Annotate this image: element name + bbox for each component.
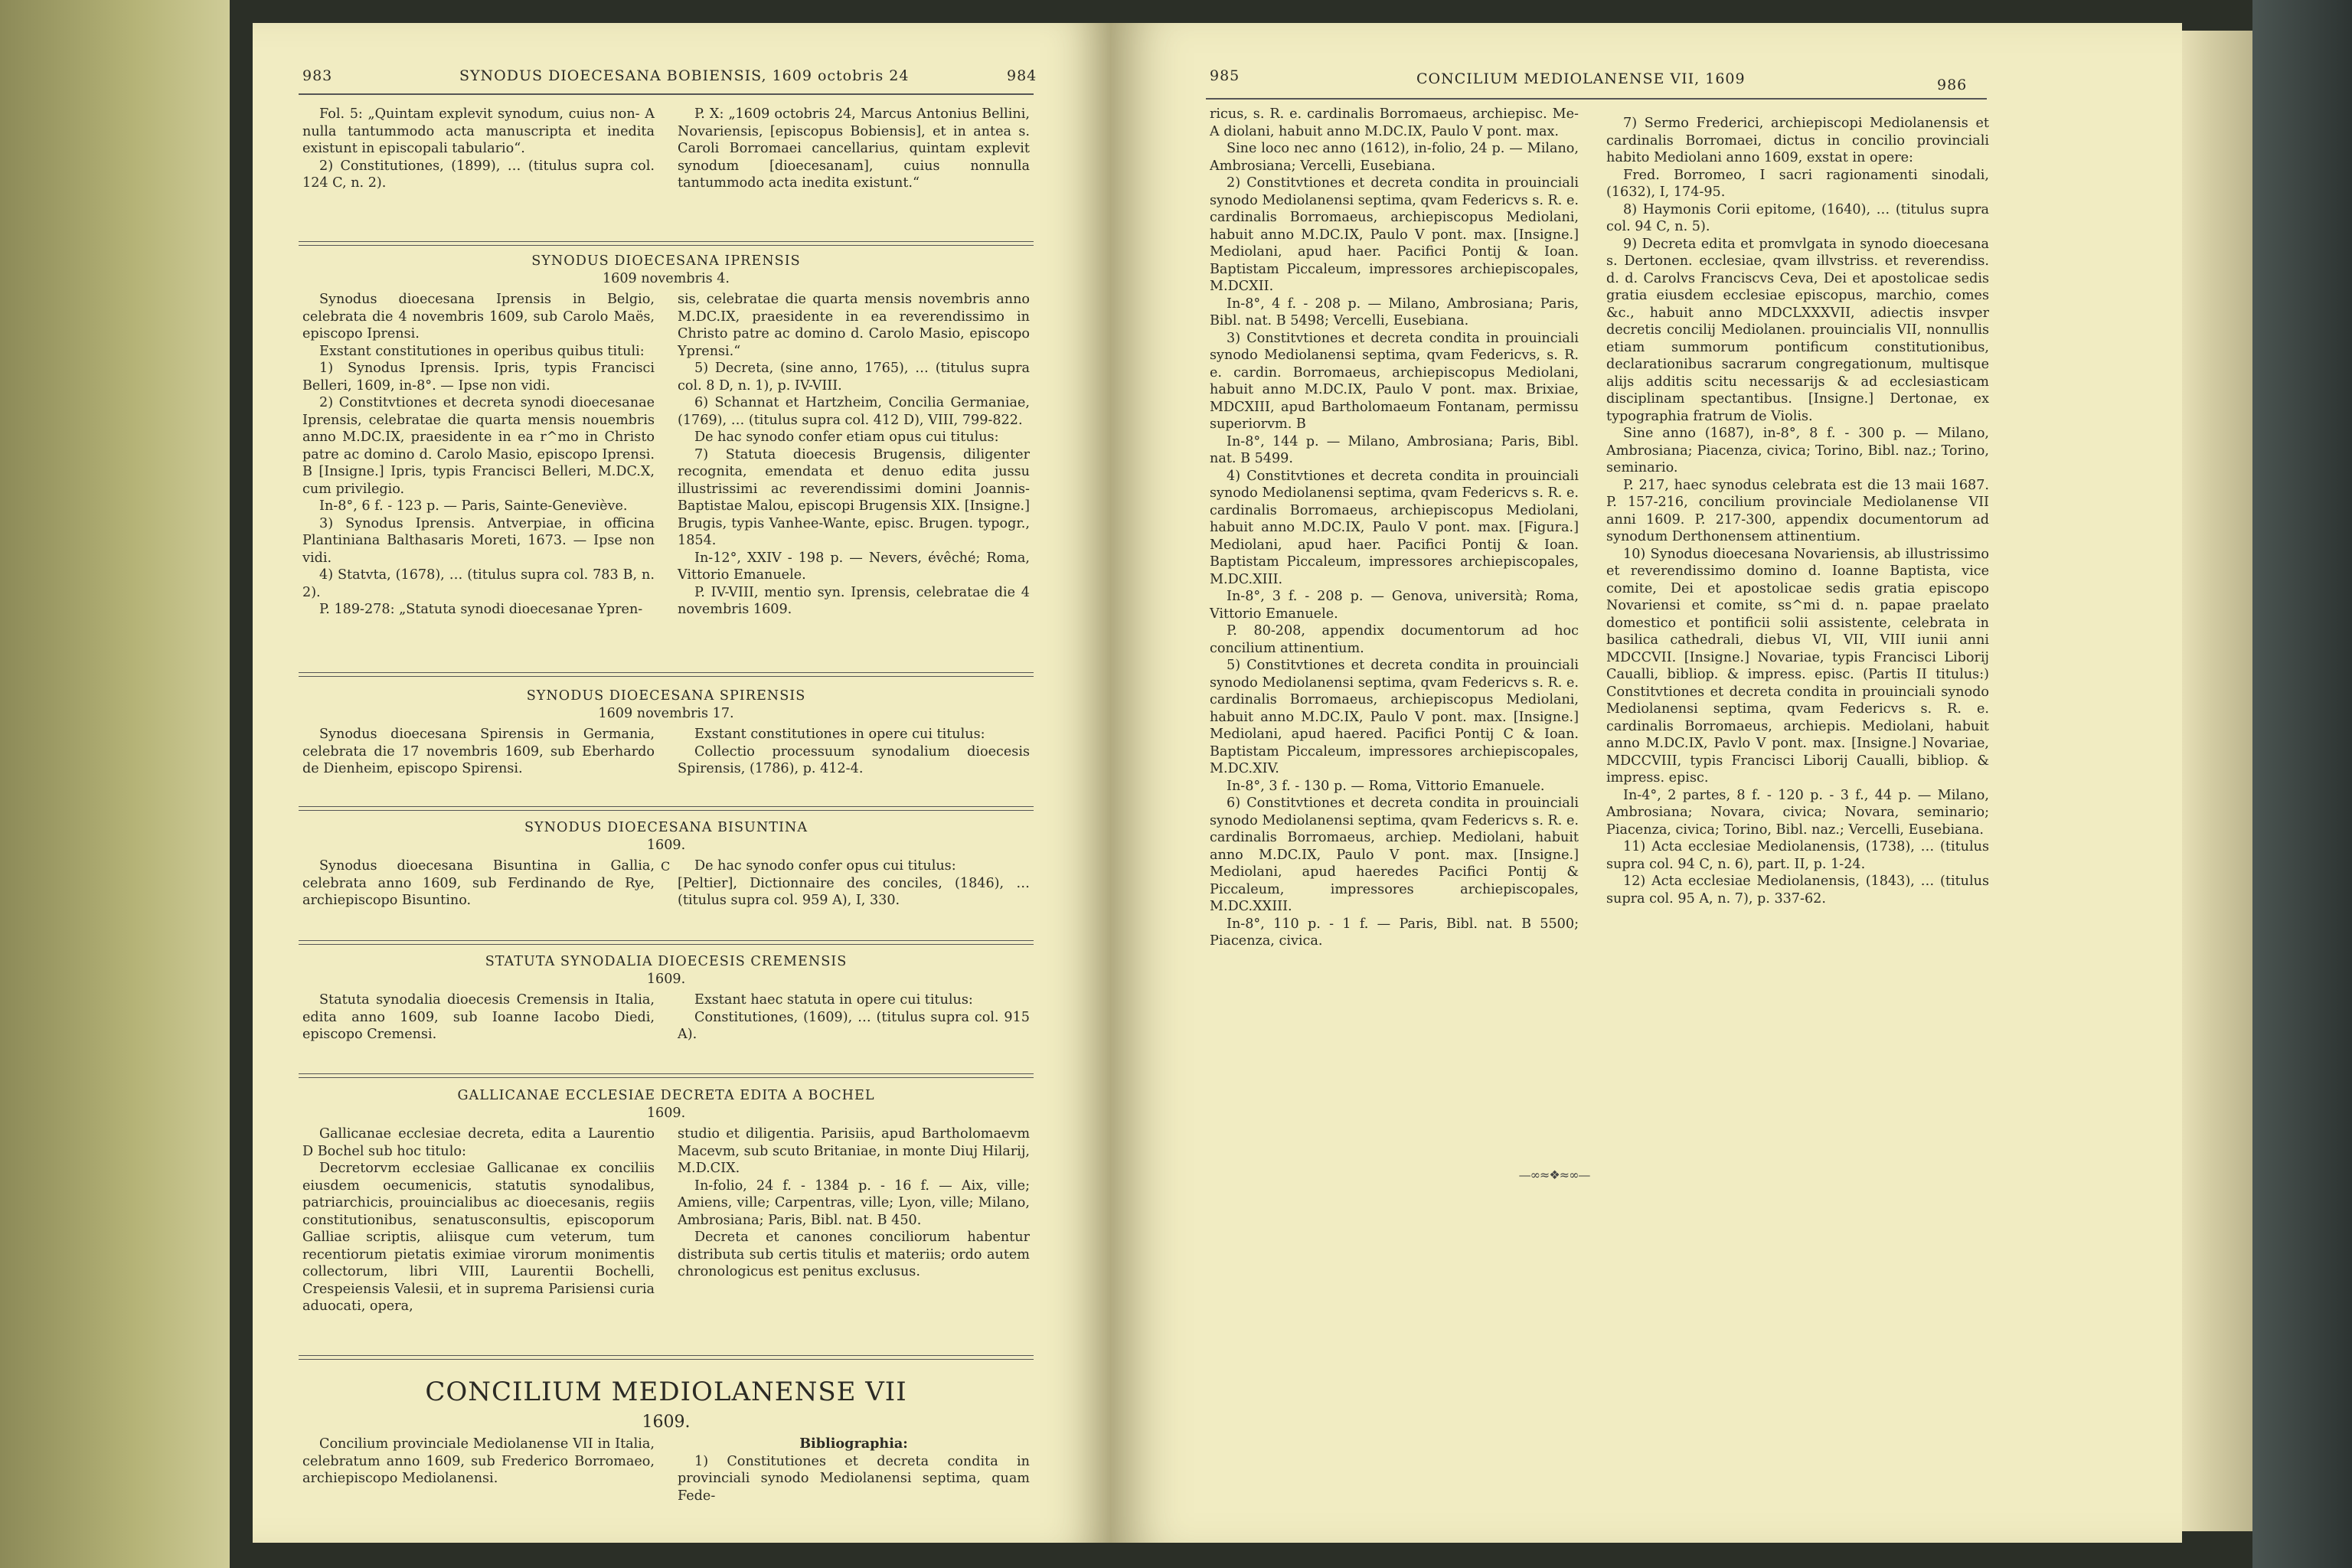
section-title: SYNODUS DIOECESANA IPRENSIS bbox=[531, 253, 801, 269]
paragraph: [Peltier], Dictionnaire des conciles, (1846), … (titulus supra col. 959 A), I, 330. bbox=[678, 875, 1030, 908]
running-header: SYNODUS DIOECESANA BOBIENSIS, 1609 octobris 24 bbox=[459, 67, 910, 84]
paragraph: In-8°, 144 p. — Milano, Ambrosiana; Paris, Bibl. nat. B 5499. bbox=[1210, 433, 1579, 466]
section-date: 1609 novembris 17. bbox=[598, 705, 734, 721]
section-rule bbox=[299, 1073, 1034, 1078]
right-page bbox=[1110, 23, 2182, 1543]
paragraph: 9) Decreta edita et promvlgata in synodo dioecesana s. Dertonen. ecclesiae, qvam illvstriss. et reverendiss. d. d. Carolvs Franciscvs Ceva, Dei et apostolicae sedis gratia eiusdem ecclesiae episcopus, marchio, comes &c., habuit anno MDCLXXXVII, adiectis insvper decretis concilij Mediolanen. prouincialis VII, nonnullis etiam summorum pontificum constitutionibus, declarationibus sacrarum congregationum, multisque alijs additis scitu necessarijs & ad ecclesiasticam disciplinam spectantibus. [Insigne.] Dertonae, ex typographia fratrum de Violis. bbox=[1606, 236, 1989, 424]
paragraph: 1) Synodus Iprensis. Ipris, typis Francisci Belleri, 1609, in-8°. — Ipse non vidi. bbox=[302, 361, 655, 394]
paragraph: P. 80-208, appendix documentorum ad hoc concilium attinentium. bbox=[1210, 623, 1579, 656]
paragraph: P. 189-278: „Statuta synodi dioecesanae Ypren- bbox=[319, 602, 643, 617]
paragraph: 3) Synodus Iprensis. Antverpiae, in officina Plantiniana Balthasaris Moreti, 1673. — Ipse non vidi. bbox=[302, 515, 655, 566]
section-date: 1609 novembris 4. bbox=[602, 270, 730, 286]
section-date: 1609. bbox=[646, 1105, 686, 1121]
paragraph: Collectio processuum synodalium dioecesis Spirensis, (1786), p. 412-4. bbox=[678, 743, 1030, 776]
header-rule bbox=[1206, 98, 1987, 100]
end-ornament: —∞≈❖≈∞— bbox=[1518, 1168, 1590, 1182]
section-heading-bisuntina bbox=[299, 819, 1034, 854]
section-heading-spirensis bbox=[299, 688, 1034, 722]
paragraph: In-8°, 4 f. - 208 p. — Milano, Ambrosiana; Paris, Bibl. nat. B 5498; Vercelli, Eusebiana. bbox=[1210, 296, 1579, 328]
spirensis-column-2 bbox=[678, 726, 1030, 778]
page-number-right: 986 bbox=[1937, 77, 1968, 93]
top-column-1 bbox=[302, 106, 655, 192]
paragraph: 6) Constitvtiones et decreta condita in prouinciali synodo Mediolanensi septima, qvam Federicvs s. R. e. cardinalis Borromaeus, archiep. Mediolani, habuit anno M.DC.IX, Paulo V pont. max. [Insigne.] Mediolani, apud haeredes Pacifici Pontij & Piccaleum, impressores archiepiscopales, M.DC.XXIII. bbox=[1210, 795, 1579, 914]
paragraph: In-4°, 2 partes, 8 f. - 120 p. - 3 f., 44 p. — Milano, Ambrosiana; Novara, civica; Novara, seminario; Piacenza, civica; Torino, Bibl. naz.; Vercelli, Eusebiana. bbox=[1606, 787, 1989, 838]
page-number-left: 985 bbox=[1210, 67, 1240, 84]
chapter-year: 1609. bbox=[642, 1413, 691, 1432]
section-heading-iprensis bbox=[299, 253, 1034, 287]
paragraph: studio et diligentia. Parisiis, apud Bartholomaevm Macevm, sub scuto Britaniae, in monte Diuj Hilarij, M.D.CIX. bbox=[678, 1126, 1030, 1176]
right-column-1 bbox=[1210, 106, 1579, 950]
paragraph: Statuta synodalia dioecesis Cremensis in Italia, edita anno 1609, sub Ioanne Iacobo Diedi, episcopo Cremensi. bbox=[302, 992, 655, 1042]
background-dark bbox=[2252, 0, 2352, 1568]
section-title: STATUTA SYNODALIA DIOECESIS CREMENSIS bbox=[485, 954, 848, 969]
gallicanae-column-2 bbox=[678, 1125, 1030, 1281]
paragraph: 4) Statvta, (1678), … (titulus supra col. 783 B, n. 2). bbox=[302, 567, 655, 600]
paragraph: 8) Haymonis Corii epitome, (1640), … (titulus supra col. 94 C, n. 5). bbox=[1606, 201, 1989, 234]
section-rule bbox=[299, 940, 1034, 945]
paragraph: ricus, s. R. e. cardinalis Borromaeus, archiepisc. Me- A diolani, habuit anno M.DC.IX, Paulo V pont. max. bbox=[1210, 106, 1579, 139]
gallicanae-column-1 bbox=[302, 1125, 655, 1315]
paragraph: In-8°, 3 f. - 130 p. — Roma, Vittorio Emanuele. bbox=[1227, 778, 1545, 794]
section-date: 1609. bbox=[646, 971, 686, 987]
paragraph: Exstant constitutiones in operibus quibus tituli: bbox=[319, 343, 645, 359]
paragraph: 12) Acta ecclesiae Mediolanensis, (1843), … (titulus supra col. 95 A, n. 7), p. 337-62. bbox=[1606, 874, 1989, 906]
paragraph: De hac synodo confer opus cui titulus: bbox=[694, 858, 956, 874]
section-heading-cremensis bbox=[299, 953, 1034, 988]
paragraph: 2) Constitvtiones et decreta synodi dioecesanae Iprensis, celebratae die quarta mensis nouembris anno M.DC.IX, praesidente in ea r^mo in Christo patre ac domino d. Carolo Masio, episcopo Iprensi. B [Insigne.] Ipris, typis Francisci Belleri, M.DC.X, cum privilegio. bbox=[302, 395, 655, 497]
paragraph: Synodus dioecesana Bisuntina in Gallia, celebrata anno 1609, sub Ferdinando de Rye, archiepiscopo Bisuntino. bbox=[302, 858, 655, 908]
paragraph: Synodus dioecesana Iprensis in Belgio, celebrata die 4 novembris 1609, sub Carolo Maës, episcopo Iprensi. bbox=[302, 292, 655, 341]
section-rule bbox=[299, 241, 1034, 246]
section-rule bbox=[299, 1355, 1034, 1360]
paragraph: Concilium provinciale Mediolanense VII in Italia, celebratum anno 1609, sub Frederico Borromaeo, archiepiscopo Mediolanensi. bbox=[302, 1436, 655, 1486]
paragraph: 7) Sermo Frederici, archiepiscopi Mediolanensis et cardinalis Borromaei, dictus in concilio provinciali habito Mediolani anno 1609, exstat in opere: bbox=[1606, 116, 1989, 165]
cremensis-column-1 bbox=[302, 991, 655, 1044]
paragraph: 2) Constitvtiones et decreta condita in prouinciali synodo Mediolanensi septima, qvam Federicvs s. R. e. cardinalis Borromaeus, archiepiscopus Mediolani, habuit anno M.DC.IX, Paulo V pont. max. [Insigne.] Mediolani, apud haer. Pacifici Pontij & Ioan. Baptistam Piccaleum, impressores archiepiscopales, M.DCXII. bbox=[1210, 175, 1579, 294]
paragraph: 11) Acta ecclesiae Mediolanensis, (1738), … (titulus supra col. 94 C, n. 6), part. II, p. 1-24. bbox=[1606, 839, 1989, 872]
concilium-column-1 bbox=[302, 1436, 655, 1488]
paragraph: P. 217, haec synodus celebrata est die 13 maii 1687. P. 157-216, concilium provinciale Mediolanense VII anni 1609. P. 217-300, appendix documentorum ad synodum Derthonensem attinentium. bbox=[1606, 477, 1989, 544]
paragraph: Sine loco nec anno (1612), in-folio, 24 p. — Milano, Ambrosiana; Vercelli, Eusebiana. bbox=[1210, 141, 1579, 174]
right-column-2 bbox=[1606, 115, 1989, 907]
paragraph: Exstant haec statuta in opere cui titulus: bbox=[694, 992, 973, 1008]
paragraph: 7) Statuta dioecesis Brugensis, diligenter recognita, emendata et denuo edita jussu illustrissimi ac reverendissimi domini Joannis-Baptistae Malou, episcopi Brugensis XIX. [Insigne.] Brugis, typis Vanhee-Wante, episc. Brugen. typogr., 1854. bbox=[678, 446, 1030, 548]
header-rule bbox=[299, 93, 1034, 95]
paragraph: Sine anno (1687), in-8°, 8 f. - 300 p. — Milano, Ambrosiana; Piacenza, civica; Torino, Bibl. naz.; Torino, seminario. bbox=[1606, 426, 1989, 475]
bisuntina-column-1 bbox=[302, 858, 655, 910]
paragraph: sis, celebratae die quarta mensis novembris anno M.DC.IX, praesidente in ea reverendissimo in Christo patre ac domino d. Carolo Masio, episcopo Yprensi.“ bbox=[678, 292, 1030, 359]
page-block-edges bbox=[0, 0, 230, 1568]
page-number-left: 983 bbox=[302, 67, 333, 84]
paragraph: P. IV-VIII, mentio syn. Iprensis, celebratae die 4 novembris 1609. bbox=[678, 584, 1030, 617]
paragraph: 2) Constitutiones, (1899), … (titulus supra col. 124 C, n. 2). bbox=[302, 158, 655, 191]
bibliographia-heading: Bibliographia: bbox=[799, 1436, 908, 1452]
section-heading-gallicanae bbox=[299, 1087, 1034, 1122]
spirensis-column-1 bbox=[302, 726, 655, 778]
paragraph: In-8°, 6 f. - 123 p. — Paris, Sainte-Geneviève. bbox=[319, 498, 628, 514]
section-rule bbox=[299, 672, 1034, 677]
paragraph: 5) Constitvtiones et decreta condita in prouinciali synodo Mediolanensi septima, qvam Federicvs s. R. e. cardinalis Borromaeus, archiepiscopus Mediolani, habuit anno M.DC.IX, Paulo V pont. max. [Insigne.] Mediolani, apud haered. Pacifici Pontij C & Ioan. Baptistam Piccaleum, impressores archiepiscopales, M.DC.XIV. bbox=[1210, 658, 1579, 776]
paragraph: 3) Constitvtiones et decreta condita in prouinciali synodo Mediolanensi septima, qvam Federicvs, s. R. e. cardin. Borromaeus, archiepiscopus Mediolani, habuit anno M.DC.IX, Paulo V pont. max. Brixiae, MDCXIII, apud Bartholomaeum Fontanam, permissu superiorvm. B bbox=[1210, 330, 1579, 432]
running-header: CONCILIUM MEDIOLANENSE VII, 1609 bbox=[1416, 70, 1746, 87]
paragraph: Fol. 5: „Quintam explevit synodum, cuius non- A nulla tantummodo acta manuscripta et inedita existunt in episcopali tabulario“. bbox=[302, 106, 655, 156]
margin-letter: C bbox=[661, 859, 671, 874]
paragraph: P. X: „1609 octobris 24, Marcus Antonius Bellini, Novariensis, [episcopus Bobiensis], et in antea s. Caroli Borromaei cancellarius, quintam explevit synodum [dioecesanam], cuius nonnulla tantummodo acta inedita existunt.“ bbox=[678, 106, 1030, 191]
paragraph: In-8°, 110 p. - 1 f. — Paris, Bibl. nat. B 5500; Piacenza, civica. bbox=[1210, 916, 1579, 949]
section-rule bbox=[299, 806, 1034, 811]
paragraph: Exstant constitutiones in opere cui titulus: bbox=[694, 727, 985, 742]
paragraph: De hac synodo confer etiam opus cui titulus: bbox=[694, 430, 999, 445]
page-edge-stack bbox=[2182, 31, 2252, 1531]
paragraph: 5) Decreta, (sine anno, 1765), … (titulus supra col. 8 D, n. 1), p. IV-VIII. bbox=[678, 361, 1030, 394]
left-page bbox=[253, 23, 1110, 1543]
iprensis-column-1 bbox=[302, 291, 655, 619]
concilium-column-2 bbox=[678, 1436, 1030, 1504]
paragraph: In-folio, 24 f. - 1384 p. - 16 f. — Aix, ville; Amiens, ville; Carpentras, ville; Lyon, ville; Milano, Ambrosiana; Paris, Bibl. nat. B 450. bbox=[678, 1178, 1030, 1228]
paragraph: 4) Constitvtiones et decreta condita in prouinciali synodo Mediolanensi septima, qvam Federicvs s. R. e. cardinalis Borromaeus, archiepiscopus Mediolani, habuit anno M.DC.IX, Paulo V pont. max. [Figura.] Mediolani, apud haer. Pacifici Pontij & Ioan. Baptistam Piccaleum, impressores archiepiscopales, M.DC.XIII. bbox=[1210, 468, 1579, 587]
cremensis-column-2 bbox=[678, 991, 1030, 1044]
paragraph: Constitutiones, (1609), … (titulus supra col. 915 A). bbox=[678, 1009, 1030, 1042]
chapter-title: CONCILIUM MEDIOLANENSE VII bbox=[425, 1377, 907, 1407]
paragraph: 10) Synodus dioecesana Novariensis, ab illustrissimo et reverendissimo domino d. Ioanne Baptista, vice comite, Dei et apostolicae sedis gratia episcopo Novariensi et comite, ss^mi d. n. papae praelato domestico et pontificii solii assistente, celebrata in basilica cathedrali, diebus VI, VII, VIII iunii anni MDCCVII. [Insigne.] Novariae, typis Francisci Liborij Caualli, bibliop. & impress. episc. (Partis II titulus:) Constitvtiones et decreta condita in prouinciali synodo Mediolanensi septima, qvam Federicvs s. R. e. cardinalis Borromaeus, archiepis. Mediolani, habuit anno M.DC.IX, Pavlo V pont. max. [Insigne.] Novariae, MDCCVIII, typis Francisci Liborij Caualli, bibliop. & impress. episc. bbox=[1606, 546, 1989, 786]
page-number-right: 984 bbox=[1007, 67, 1037, 84]
section-title: GALLICANAE ECCLESIAE DECRETA EDITA A BOCHEL bbox=[457, 1088, 875, 1103]
paragraph: Synodus dioecesana Spirensis in Germania, celebrata die 17 novembris 1609, sub Eberhardo de Dienheim, episcopo Spirensi. bbox=[302, 727, 655, 776]
paragraph: In-8°, 3 f. - 208 p. — Genova, università; Roma, Vittorio Emanuele. bbox=[1210, 589, 1579, 622]
section-title: SYNODUS DIOECESANA SPIRENSIS bbox=[526, 688, 806, 704]
bisuntina-column-2 bbox=[678, 858, 1030, 910]
top-column-2 bbox=[678, 106, 1030, 192]
paragraph: Decreta et canones conciliorum habentur distributa sub certis titulis et materiis; ordo autem chronologicus est penitus exclusus. bbox=[678, 1230, 1030, 1279]
section-date: 1609. bbox=[646, 837, 686, 853]
paragraph: In-12°, XXIV - 198 p. — Nevers, évêché; Roma, Vittorio Emanuele. bbox=[678, 550, 1030, 583]
paragraph: 1) Constitutiones et decreta condita in provinciali synodo Mediolanensi septima, quam Fede- bbox=[678, 1453, 1030, 1504]
paragraph: Fred. Borromeo, I sacri ragionamenti sinodali, (1632), I, 174-95. bbox=[1606, 167, 1989, 200]
paragraph: Decretorvm ecclesiae Gallicanae ex conciliis eiusdem oecumenicis, statutis synodalibus, patriarchicis, prouincialibus ac dioecesanis, regiis constitutionibus, senatusconsultis, episcoporum Galliae scriptis, aliisque cum veterum, tum recentiorum pietatis eximiae virorum monimentis collectorum, libri VIII, Laurentii Bochelli, Crespeiensis Valesii, et in suprema Parisiensi curia aduocati, opera, bbox=[302, 1161, 655, 1314]
paragraph: Gallicanae ecclesiae decreta, edita a Laurentio D Bochel sub hoc titulo: bbox=[302, 1126, 655, 1159]
iprensis-column-2 bbox=[678, 291, 1030, 619]
section-title: SYNODUS DIOECESANA BISUNTINA bbox=[524, 820, 808, 835]
paragraph: 6) Schannat et Hartzheim, Concilia Germaniae, (1769), … (titulus supra col. 412 D), VIII, 799-822. bbox=[678, 395, 1030, 428]
